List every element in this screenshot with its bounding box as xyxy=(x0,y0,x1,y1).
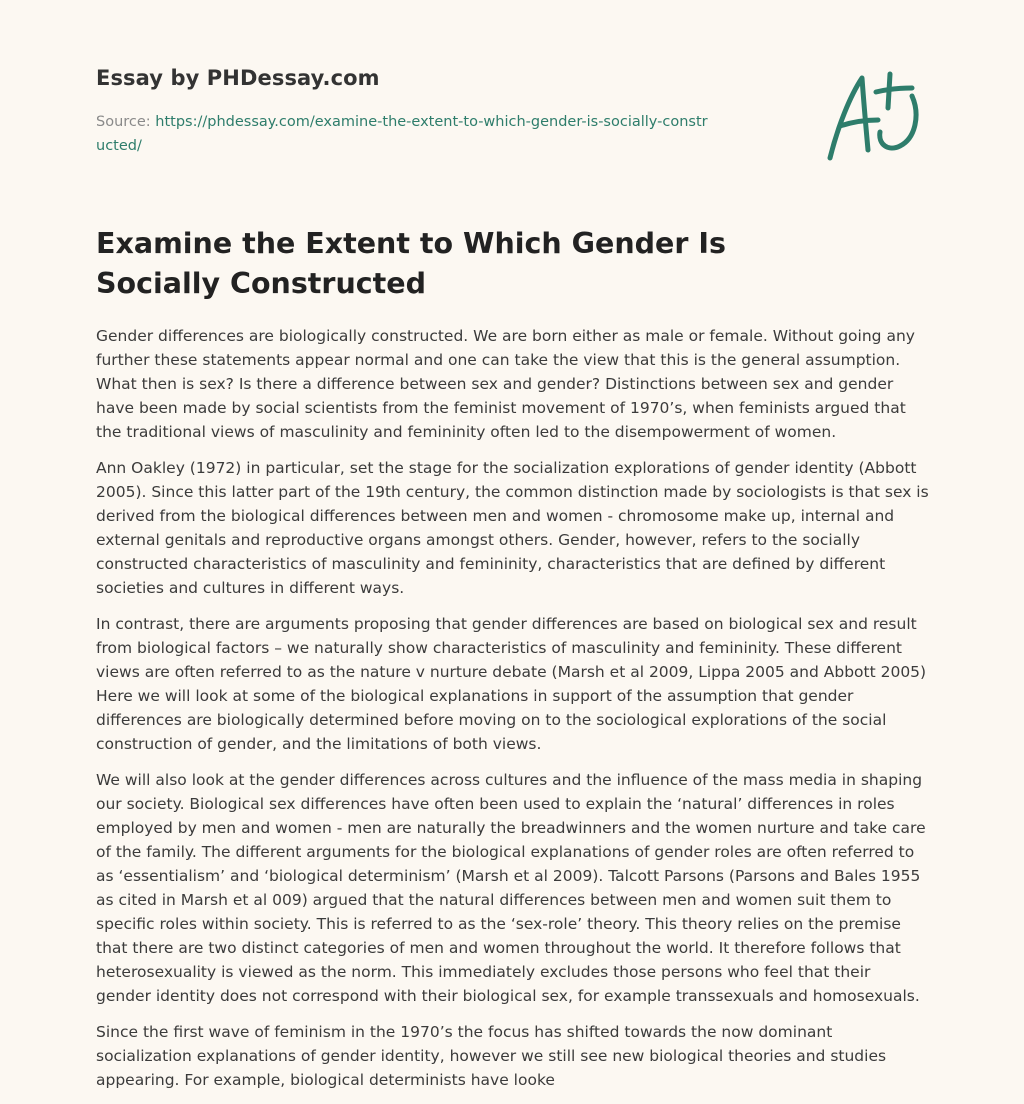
paragraph: Gender differences are biologically constructed. We are born either as male or female. Without going any further these statements appear normal and one can take the view that this is the general assumption. What then is sex? Is there a difference between sex and gender? Distinctions between sex and gender have been made by social scientists from the feminist movement of 1970’s, when feminists argued that the traditional views of masculinity and femininity often led to the disempowerment of women. xyxy=(96,327,915,441)
article-title: Examine the Extent to Which Gender Is Socially Constructed xyxy=(96,227,726,300)
article-body xyxy=(96,324,930,1104)
site-brand: Essay by PHDessay.com xyxy=(96,66,380,90)
a-plus-icon xyxy=(818,66,930,166)
source-link[interactable]: https://phdessay.com/examine-the-extent-to-which-gender-is-socially-constructed/ xyxy=(96,114,708,154)
source-label: Source: xyxy=(96,114,156,130)
paragraph: In contrast, there are arguments proposing that gender differences are based on biological sex and result from biological factors – we naturally show characteristics of masculinity and femininity. These different views are often referred to as the nature v nurture debate (Marsh et al 2009, Lippa 2005 and Abbott 2005) Here we will look at some of the biological explanations in support of the assumption that gender differences are biologically determined before moving on to the sociological explorations of the social construction of gender, and the limitations of both views. xyxy=(96,615,927,753)
paragraph: Ann Oakley (1972) in particular, set the stage for the socialization explorations of gender identity (Abbott 2005). Since this latter part of the 19th century, the common distinction made by sociologists is that sex is derived from the biological differences between men and women - chromosome make up, internal and external genitals and reproductive organs amongst others. Gender, however, refers to the socially constructed characteristics of masculinity and femininity, characteristics that are defined by different societies and cultures in different ways. xyxy=(96,459,929,597)
paragraph: We will also look at the gender differences across cultures and the influence of the mass media in shaping our society. Biological sex differences have often been used to explain the ‘natural’ differences in roles employed by men and women - men are naturally the breadwinners and the women nurture and take care of the family. The different arguments for the biological explanations of gender roles are often referred to as ‘essentialism’ and ‘biological determinism’ (Marsh et al 2009). Talcott Parsons (Parsons and Bales 1955 as cited in Marsh et al 009) argued that the natural differences between men and women suit them to specific roles within society. This is referred to as the ‘sex-role’ theory. This theory relies on the premise that there are two distinct categories of men and women throughout the world. It therefore follows that heterosexuality is viewed as the norm. This immediately excludes those persons who feel that their gender identity does not correspond with their biological sex, for example transsexuals and homosexuals. xyxy=(96,771,926,1005)
source-line xyxy=(96,110,716,158)
paragraph: Since the first wave of feminism in the 1970’s the focus has shifted towards the now dominant socialization explanations of gender identity, however we still see new biological theories and studies appearing. For example, biological determinists have looke xyxy=(96,1023,887,1089)
header xyxy=(96,64,796,158)
